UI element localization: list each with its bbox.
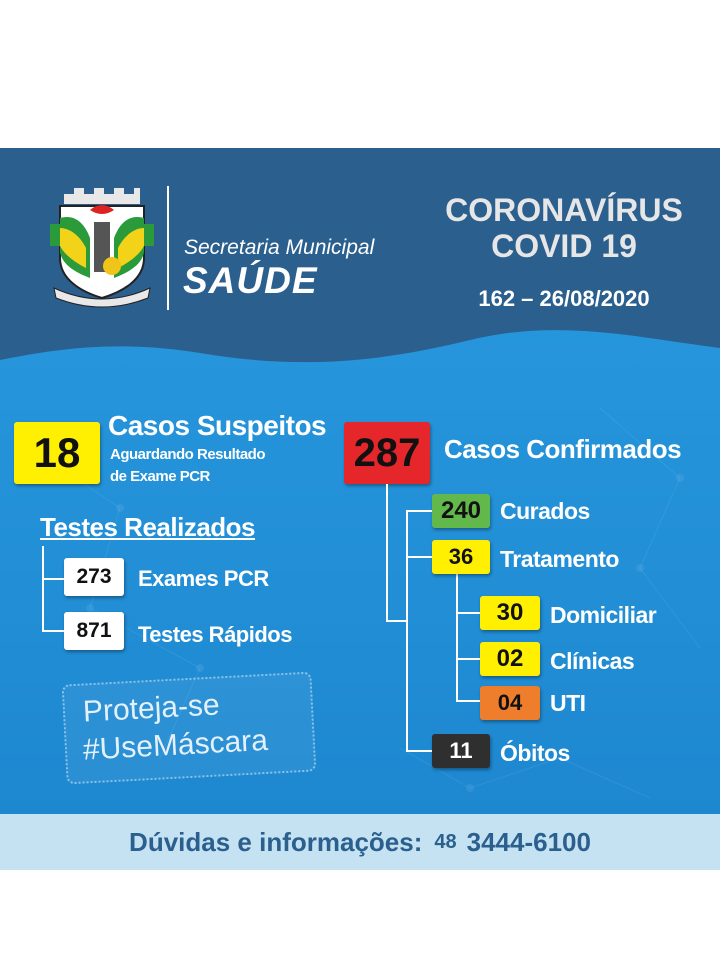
clinics-label: Clínicas (550, 648, 635, 674)
cured-label: Curados (500, 498, 590, 524)
home-value-box: 30 (480, 596, 540, 630)
cured-value-box: 240 (432, 494, 490, 528)
treatment-tree-branch-home (456, 612, 480, 614)
treatment-tree-vertical (456, 574, 458, 702)
home-label: Domiciliar (550, 602, 657, 628)
confirmed-tree-branch-cured (406, 510, 432, 512)
treatment-tree-branch-icu (456, 700, 480, 702)
bulletin-number-date: 162 – 26/08/2020 (478, 286, 650, 311)
title-covid: COVID 19 (491, 228, 637, 264)
confirmed-tree-stem (386, 484, 388, 622)
suspects-value-box: 18 (14, 422, 100, 484)
suspects-title: Casos Suspeitos (108, 410, 327, 441)
rapid-value-box: 871 (64, 612, 124, 650)
bulletin-card (0, 148, 720, 870)
header-divider (167, 186, 169, 310)
treatment-label: Tratamento (500, 546, 619, 572)
pcr-label: Exames PCR (138, 566, 269, 591)
confirmed-label: Casos Confirmados (444, 434, 682, 464)
footer-bar (0, 814, 720, 870)
footer-phone[interactable]: 3444-6100 (466, 826, 591, 857)
confirmed-value-box: 287 (344, 422, 430, 484)
treatment-tree-branch-clinics (456, 658, 480, 660)
campaign-box (62, 672, 317, 785)
suspects-subtitle-2: de Exame PCR (110, 468, 210, 485)
treatment-value-box: 36 (432, 540, 490, 574)
tests-tree-branch-rapid (42, 630, 64, 632)
rapid-label: Testes Rápidos (138, 622, 292, 647)
department-title: SAÚDE (183, 260, 318, 301)
confirmed-tree-branch-treatment (406, 556, 432, 558)
icu-value-box: 04 (480, 686, 540, 720)
confirmed-tree-elbow (386, 620, 408, 622)
clinics-value-box: 02 (480, 642, 540, 676)
tests-heading: Testes Realizados (40, 512, 256, 542)
confirmed-tree-branch-deaths (406, 750, 432, 752)
pcr-value-box: 273 (64, 558, 124, 596)
deaths-label: Óbitos (500, 740, 570, 766)
icu-label: UTI (550, 690, 586, 716)
footer-area-code: 48 (434, 830, 457, 853)
suspects-subtitle-1: Aguardando Resultado (110, 446, 266, 463)
footer-contact (0, 814, 720, 870)
title-coronavirus: CORONAVÍRUS (445, 192, 683, 228)
campaign-line-2: #UseMáscara (82, 723, 269, 767)
tests-tree-branch-pcr (42, 578, 64, 580)
tests-tree-vertical (42, 546, 44, 632)
footer-text: Dúvidas e informações: (129, 826, 423, 857)
coat-of-arms-icon (50, 188, 154, 308)
confirmed-tree-vertical (406, 510, 408, 752)
department-name: Secretaria Municipal (184, 236, 375, 259)
campaign-line-1: Proteja-se (82, 688, 221, 729)
deaths-value-box: 11 (432, 734, 490, 768)
